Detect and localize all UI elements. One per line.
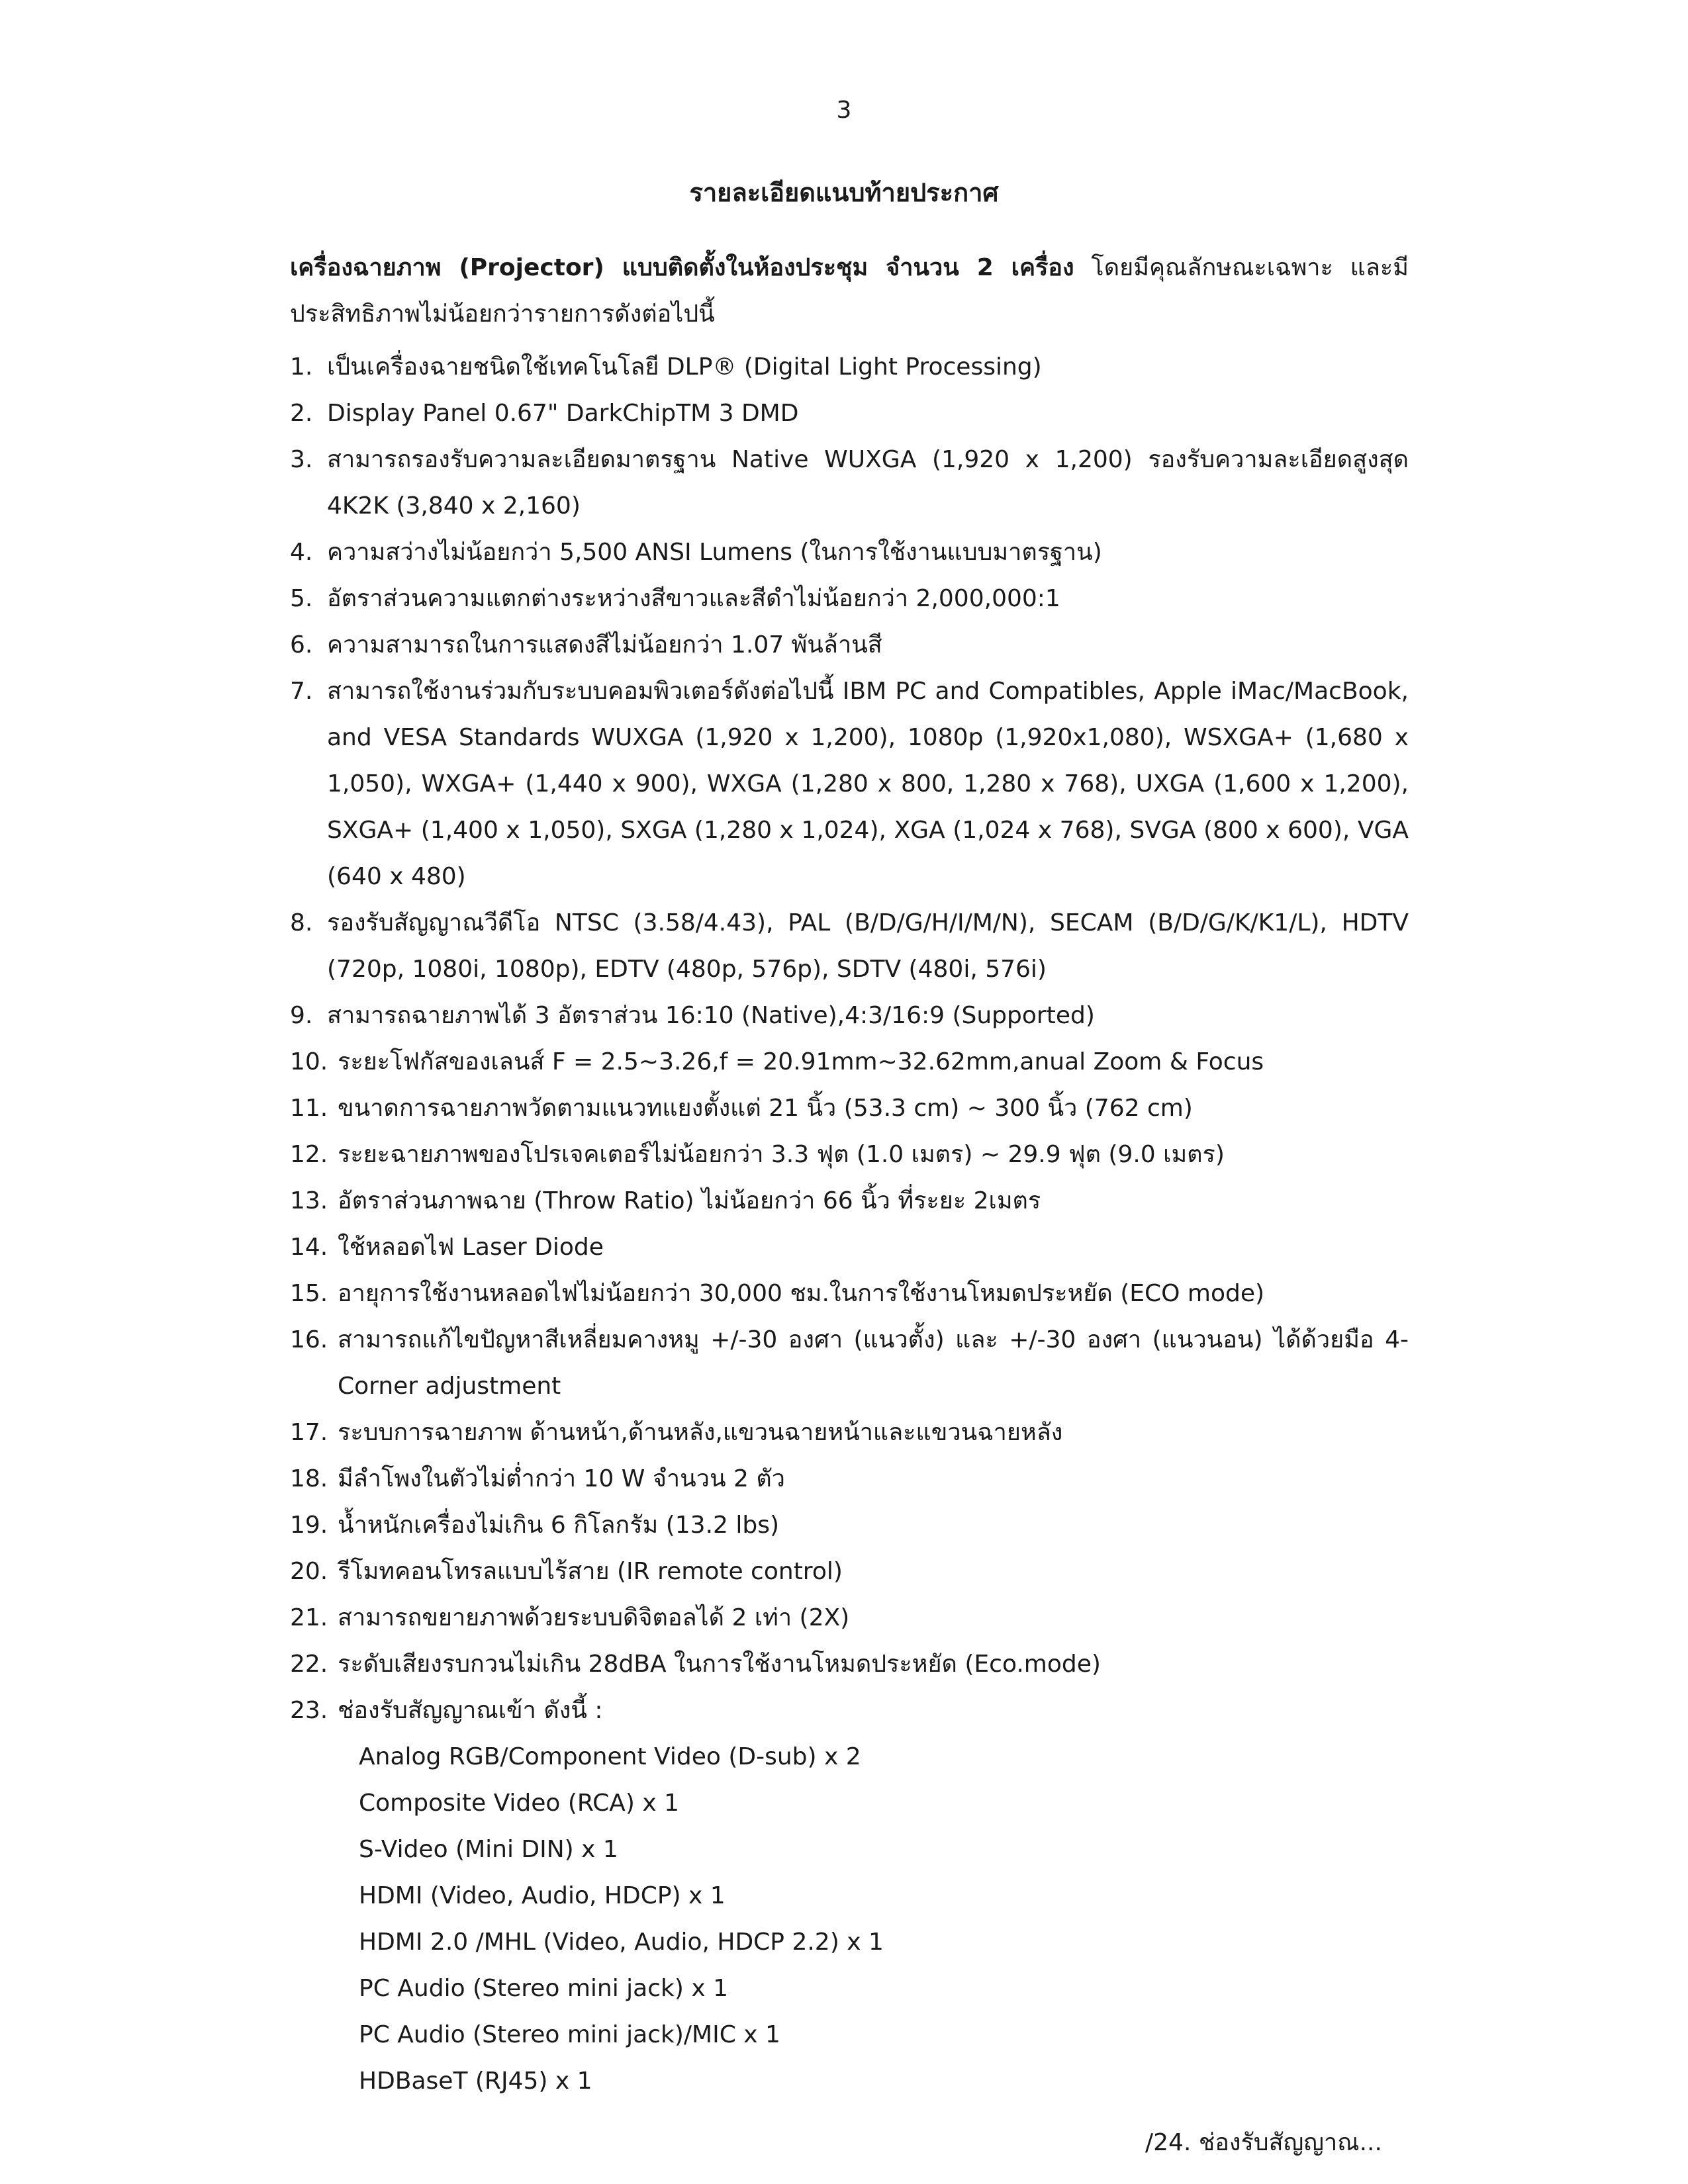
list-item [290, 1085, 1409, 1132]
item-number: 18. [290, 1465, 328, 1492]
item-number: 11. [290, 1095, 328, 1122]
item-number: 10. [290, 1048, 328, 1075]
item-number: 5. [290, 585, 313, 612]
item-number: 21. [290, 1604, 328, 1631]
item-number: 15. [290, 1280, 328, 1307]
item-number: 23. [290, 1697, 328, 1724]
spec-list [290, 344, 1409, 2105]
item-number: 22. [290, 1651, 328, 1678]
list-item [290, 1039, 1409, 1085]
list-item [290, 1178, 1409, 1224]
item-text: Display Panel 0.67" DarkChipTM 3 DMD [327, 400, 799, 427]
item-number: 16. [290, 1326, 328, 1353]
list-item [290, 1271, 1409, 1317]
list-item [290, 1595, 1409, 1641]
port-item: HDMI 2.0 /MHL (Video, Audio, HDCP 2.2) x 1 [359, 1929, 884, 1956]
list-item [290, 1549, 1409, 1595]
item-text: อัตราส่วนภาพฉาย (Throw Ratio) ไม่น้อยกว่า 66 นิ้ว ที่ระยะ 2เมตร [338, 1187, 1041, 1214]
list-item [290, 1317, 1409, 1410]
item-number: 1. [290, 353, 313, 381]
list-item [290, 900, 1409, 993]
item-text: รองรับสัญญาณวีดีโอ NTSC (3.58/4.43), PAL (B/D/G/H/I/M/N), SECAM (B/D/G/K/K1/L), HDTV (720p, 1080i, 1080p), EDTV (480p, 576p), SDTV (480i, 576i) [327, 909, 1409, 983]
item-number: 9. [290, 1002, 313, 1029]
item-number: 13. [290, 1187, 328, 1214]
list-item [290, 344, 1409, 390]
port-item: HDBaseT (RJ45) x 1 [359, 2068, 592, 2095]
list-item [290, 1688, 1409, 2105]
list-item [290, 1224, 1409, 1271]
page-number: 3 [836, 97, 852, 124]
item-text: ระบบการฉายภาพ ด้านหน้า,ด้านหลัง,แขวนฉายหน้าและแขวนฉายหลัง [338, 1419, 1063, 1446]
port-item: HDMI (Video, Audio, HDCP) x 1 [359, 1882, 726, 1909]
port-item: Analog RGB/Component Video (D-sub) x 2 [359, 1743, 861, 1770]
item-text: ช่องรับสัญญาณเข้า ดังนี้ : [338, 1697, 603, 1724]
list-item [290, 1502, 1409, 1549]
intro-heading: เครื่องฉายภาพ (Projector) แบบติดตั้งในห้องประชุม จำนวน 2 เครื่อง [290, 254, 1074, 281]
item-text: ขนาดการฉายภาพวัดตามแนวทแยงตั้งแต่ 21 นิ้ว (53.3 cm) ~ 300 นิ้ว (762 cm) [338, 1095, 1193, 1122]
item-text: มีลำโพงในตัวไม่ต่ำกว่า 10 W จำนวน 2 ตัว [338, 1465, 785, 1492]
item-text: เป็นเครื่องฉายชนิดใช้เทคโนโลยี DLP® (Digital Light Processing) [327, 353, 1042, 381]
item-number: 14. [290, 1234, 328, 1261]
list-item [290, 437, 1409, 529]
item-number: 3. [290, 446, 313, 473]
list-item [290, 1132, 1409, 1178]
list-item [290, 993, 1409, 1039]
item-text: สามารถแก้ไขปัญหาสีเหลี่ยมคางหมู +/-30 องศา (แนวตั้ง) และ +/-30 องศา (แนวนอน) ได้ด้วยมือ 4-Corner adjustment [338, 1326, 1409, 1400]
item-text: สามารถใช้งานร่วมกับระบบคอมพิวเตอร์ดังต่อไปนี้ IBM PC and Compatibles, Apple iMac/MacBook, and VESA Standards WUXGA (1,920 x 1,200), 1080p (1,920x1,080), WSXGA+ (1,680 x 1,050), WXGA+ (1,440 x 900), WXGA (1,280 x 800, 1,280 x 768), UXGA (1,600 x 1,200), SXGA+ (1,400 x 1,050), SXGA (1,280 x 1,024), XGA (1,024 x 768), SVGA (800 x 600), VGA (640 x 480) [327, 678, 1409, 890]
item-number: 12. [290, 1141, 328, 1168]
list-item [290, 390, 1409, 437]
item-text: สามารถฉายภาพได้ 3 อัตราส่วน 16:10 (Native),4:3/16:9 (Supported) [327, 1002, 1095, 1029]
item-number: 2. [290, 400, 313, 427]
list-item [290, 529, 1409, 576]
port-item: PC Audio (Stereo mini jack) x 1 [359, 1975, 729, 2002]
intro-paragraph [290, 245, 1409, 338]
port-item: PC Audio (Stereo mini jack)/MIC x 1 [359, 2021, 780, 2048]
list-item [290, 622, 1409, 668]
list-item [290, 1456, 1409, 1502]
item-text: ความสามารถในการแสดงสีไม่น้อยกว่า 1.07 พันล้านสี [327, 631, 882, 659]
item-text: อายุการใช้งานหลอดไฟไม่น้อยกว่า 30,000 ชม.ในการใช้งานโหมดประหยัด (ECO mode) [338, 1280, 1265, 1307]
item-number: 8. [290, 909, 313, 936]
item-text: ระยะโฟกัสของเลนส์ F = 2.5~3.26,f = 20.91mm~32.62mm,anual Zoom & Focus [338, 1048, 1264, 1075]
list-item [290, 1641, 1409, 1688]
item-number: 6. [290, 631, 313, 659]
item-number: 17. [290, 1419, 328, 1446]
list-item [290, 668, 1409, 900]
item-text: น้ำหนักเครื่องไม่เกิน 6 กิโลกรัม (13.2 lbs) [338, 1512, 780, 1539]
item-text: ใช้หลอดไฟ Laser Diode [338, 1234, 604, 1261]
item-number: 19. [290, 1512, 328, 1539]
port-item: Composite Video (RCA) x 1 [359, 1790, 680, 1817]
list-item [290, 576, 1409, 622]
intro-text: โดยมีคุณลักษณะเฉพาะ และมีประสิทธิภาพไม่น้อยกว่ารายการดังต่อไปนี้ [290, 254, 1409, 328]
item-text: ระดับเสียงรบกวนไม่เกิน 28dBA ในการใช้งานโหมดประหยัด (Eco.mode) [338, 1651, 1101, 1678]
item-number: 7. [290, 678, 313, 705]
item-number: 20. [290, 1558, 328, 1585]
continuation-note: /24. ช่องรับสัญญาณ... [1145, 2129, 1382, 2156]
document-title: รายละเอียดแนบท้ายประกาศ [689, 178, 999, 207]
item-text: ความสว่างไม่น้อยกว่า 5,500 ANSI Lumens (ในการใช้งานแบบมาตรฐาน) [327, 539, 1102, 566]
item-text: ระยะฉายภาพของโปรเจคเตอร์ไม่น้อยกว่า 3.3 ฟุต (1.0 เมตร) ~ 29.9 ฟุต (9.0 เมตร) [338, 1141, 1225, 1168]
input-port-list [338, 1734, 1409, 2105]
port-item: S-Video (Mini DIN) x 1 [359, 1836, 618, 1863]
item-text: อัตราส่วนความแตกต่างระหว่างสีขาวและสีดำไม่น้อยกว่า 2,000,000:1 [327, 585, 1060, 612]
item-number: 4. [290, 539, 313, 566]
item-text: รีโมทคอนโทรลแบบไร้สาย (IR remote control) [338, 1558, 843, 1585]
item-text: สามารถรองรับความละเอียดมาตรฐาน Native WUXGA (1,920 x 1,200) รองรับความละเอียดสูงสุด 4K2K (3,840 x 2,160) [327, 446, 1409, 520]
item-text: สามารถขยายภาพด้วยระบบดิจิตอลได้ 2 เท่า (2X) [338, 1604, 850, 1631]
list-item [290, 1410, 1409, 1456]
